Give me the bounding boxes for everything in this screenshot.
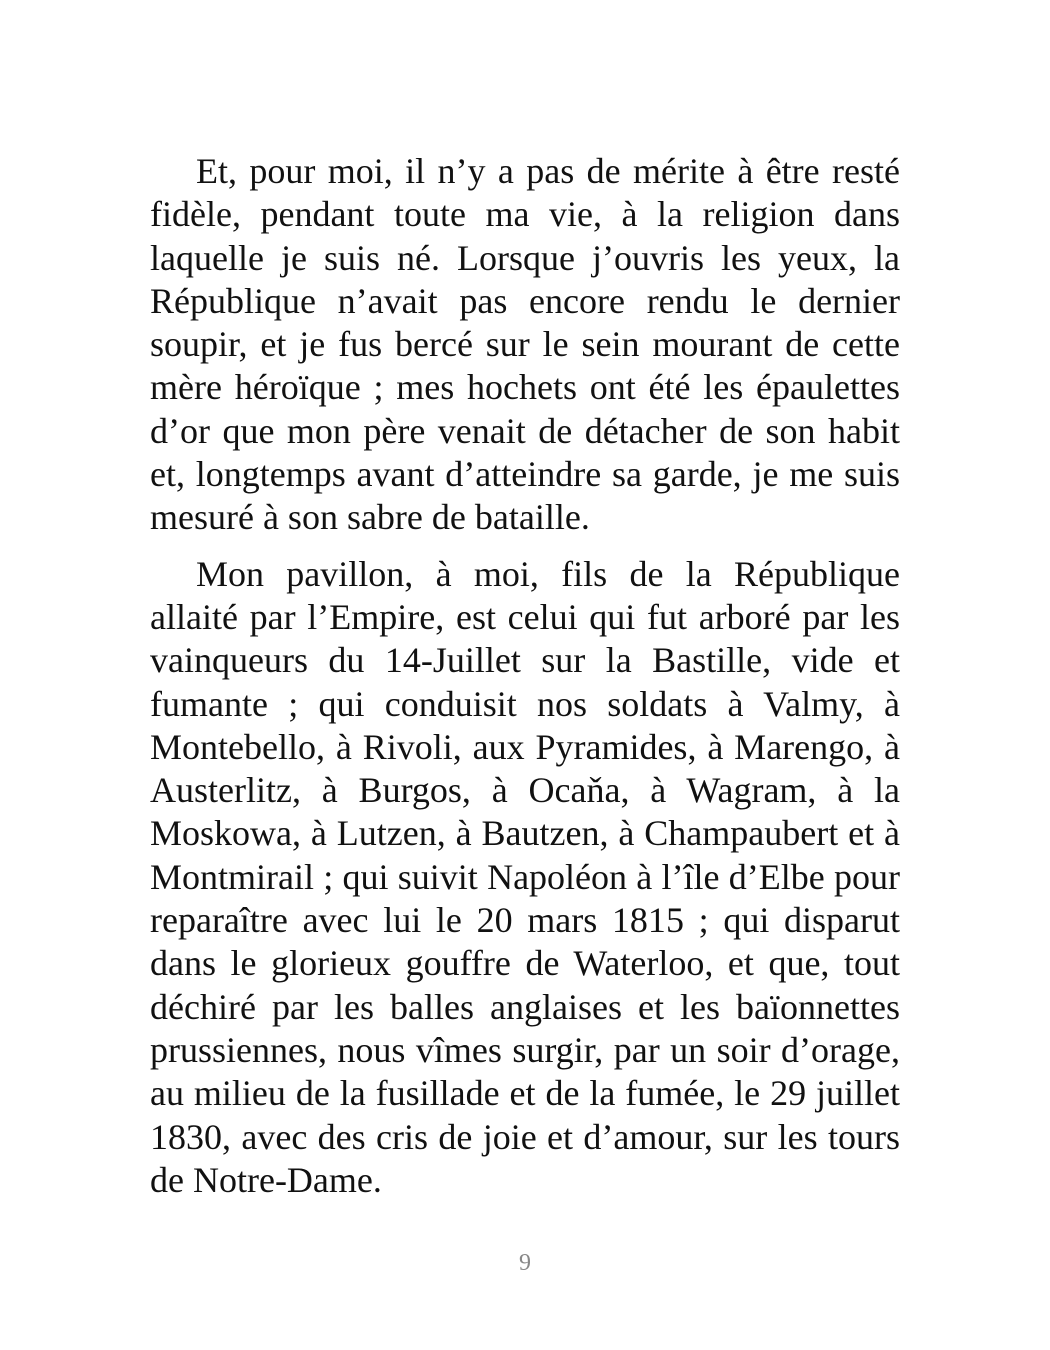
paragraph-1: Et, pour moi, il n’y a pas de mérite à être resté fidèle, pendant toute ma vie, à la religion dans laquelle je suis né. Lorsque j’ouvris les yeux, la République n’avait pas encore rendu le dernier soupir, et je fus bercé sur le sein mourant de cette mère héroïque ; mes hochets ont été les épaulettes d’or que mon père venait de détacher de son habit et, longtemps avant d’atteindre sa garde, je me suis mesuré à son sabre de bataille. <box>150 151 900 538</box>
page-body <box>150 150 900 1215</box>
page-number: 9 <box>519 1250 531 1276</box>
paragraph-2: Mon pavillon, à moi, fils de la République allaité par l’Empire, est celui qui fut arboré par les vainqueurs du 14-Juillet sur la Bastille, vide et fumante ; qui conduisit nos soldats à Valmy, à Montebello, à Rivoli, aux Pyramides, à Marengo, à Austerlitz, à Burgos, à Ocaňa, à Wagram, à la Moskowa, à Lutzen, à Bautzen, à Champaubert et à Montmirail ; qui suivit Napoléon à l’île d’Elbe pour reparaître avec lui le 20 mars 1815 ; qui disparut dans le glorieux gouffre de Waterloo, et que, tout déchiré par les balles anglaises et les baïonnettes prussiennes, nous vîmes surgir, par un soir d’orage, au milieu de la fusillade et de la fumée, le 29 juillet 1830, avec des cris de joie et d’amour, sur les tours de Notre-Dame. <box>150 553 900 1200</box>
